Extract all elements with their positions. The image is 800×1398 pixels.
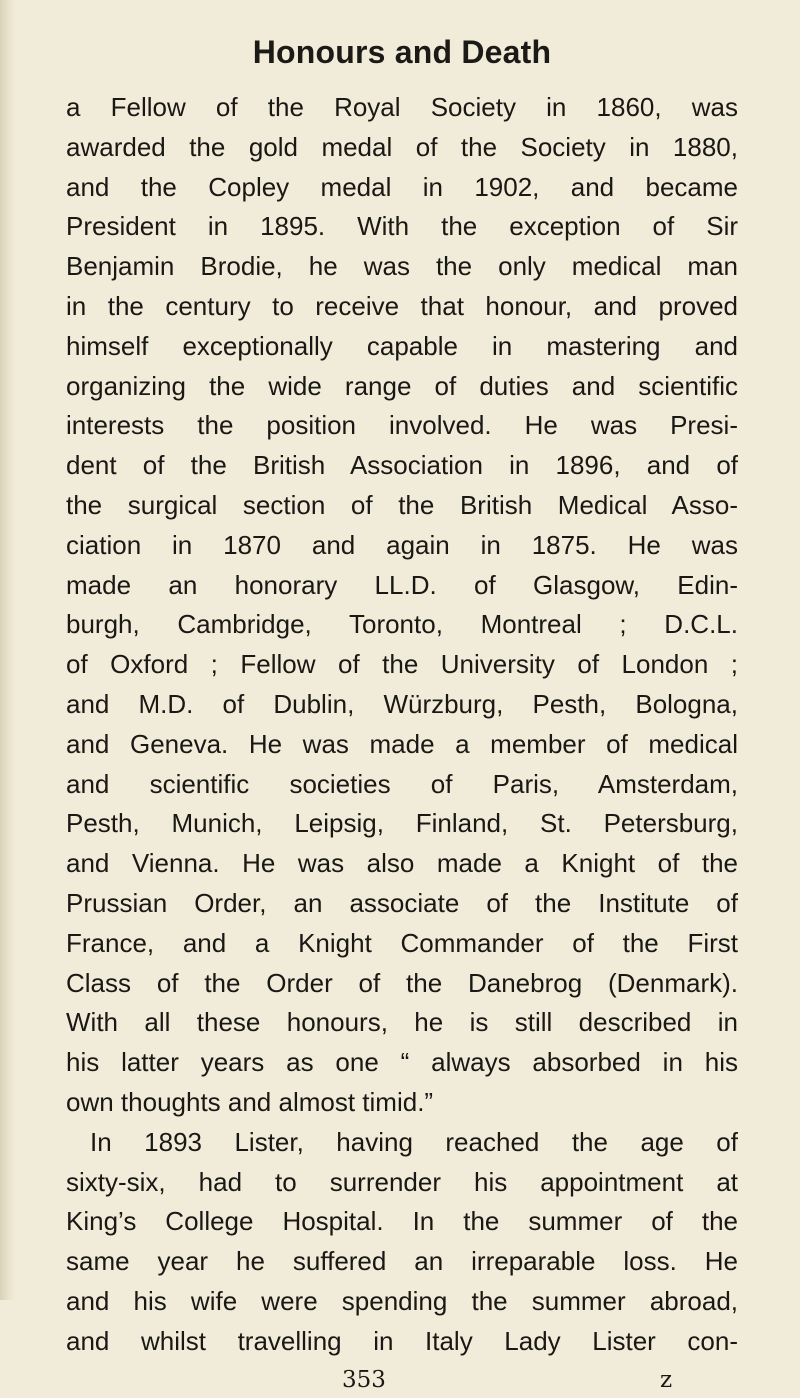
text-line: ciation in 1870 and again in 1875. He was	[66, 529, 738, 560]
body-text	[66, 88, 738, 1362]
binding-gutter-shadow	[0, 0, 16, 1300]
page-footer	[66, 1362, 738, 1398]
text-line: made an honorary LL.D. of Glasgow, Edin-	[66, 569, 738, 600]
text-line: a Fellow of the Royal Society in 1860, was	[66, 92, 738, 122]
paragraph-end-line: own thoughts and almost timid.”	[66, 1086, 434, 1117]
signature-mark: z	[660, 1366, 673, 1393]
book-page	[66, 28, 738, 1398]
text-line: and the Copley medal in 1902, and became	[66, 171, 738, 202]
text-line: and whilst travelling in Italy Lady Lister con-	[66, 1325, 738, 1356]
text-line: interests the position involved. He was Presi-	[66, 410, 738, 441]
text-line: himself exceptionally capable in mastering and	[66, 330, 738, 361]
text-line: France, and a Knight Commander of the First	[66, 927, 738, 958]
text-line: same year he suffered an irreparable loss. He	[66, 1246, 738, 1277]
text-line: Benjamin Brodie, he was the only medical man	[66, 251, 738, 282]
text-line: burgh, Cambridge, Toronto, Montreal ; D.C.L.	[66, 609, 738, 640]
text-line: dent of the British Association in 1896, and of	[66, 450, 738, 481]
text-line: awarded the gold medal of the Society in 1880,	[66, 131, 738, 162]
text-line: Class of the Order of the Danebrog (Denmark).	[66, 967, 738, 998]
text-line: and Vienna. He was also made a Knight of the	[66, 848, 738, 879]
text-line: President in 1895. With the exception of Sir	[66, 211, 738, 242]
text-line: organizing the wide range of duties and scientific	[66, 370, 738, 401]
text-line: his latter years as one “ always absorbed in his	[66, 1047, 738, 1078]
text-line: of Oxford ; Fellow of the University of London ;	[66, 649, 738, 680]
text-line: Pesth, Munich, Leipsig, Finland, St. Petersburg,	[66, 808, 738, 839]
text-line: the surgical section of the British Medical Asso-	[66, 489, 738, 520]
text-line: and scientific societies of Paris, Amsterdam,	[66, 768, 738, 799]
text-line: King’s College Hospital. In the summer of the	[66, 1206, 738, 1237]
text-line: and M.D. of Dublin, Würzburg, Pesth, Bologna,	[66, 688, 738, 719]
page-number: 353	[342, 1366, 386, 1393]
running-head: Honours and Death	[252, 34, 552, 70]
text-line: Prussian Order, an associate of the Institute of	[66, 887, 738, 918]
text-line: With all these honours, he is still described in	[66, 1007, 738, 1038]
text-line: and his wife were spending the summer abroad,	[66, 1285, 738, 1316]
text-line: sixty-six, had to surrender his appointment at	[66, 1166, 738, 1197]
text-line: and Geneva. He was made a member of medical	[66, 728, 738, 759]
paragraph-first-line: In 1893 Lister, having reached the age of	[90, 1126, 738, 1157]
text-line: in the century to receive that honour, and proved	[66, 290, 738, 321]
